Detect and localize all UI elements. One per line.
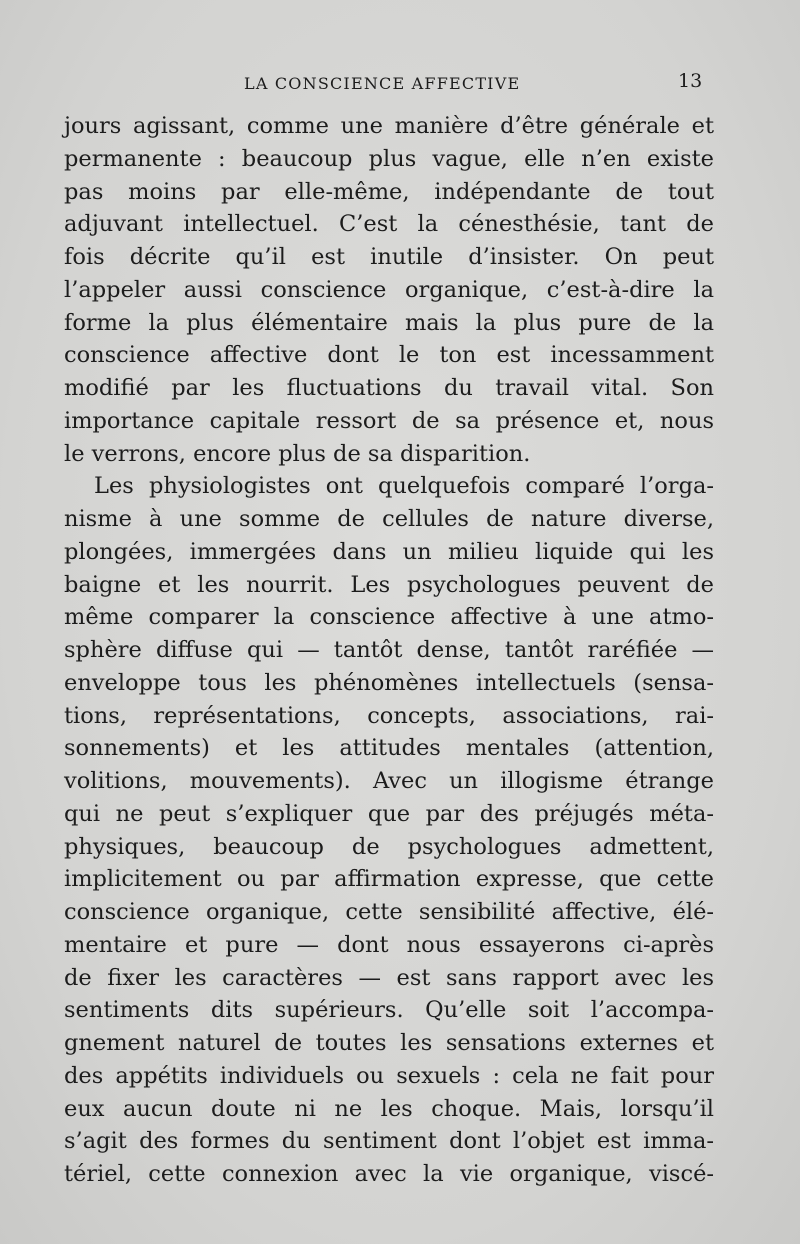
text-line: des appétits individuels ou sexuels : cela ne fait pour bbox=[64, 1062, 714, 1089]
text-line: le verrons, encore plus de sa disparition. bbox=[64, 440, 531, 467]
text-line: adjuvant intellectuel. C’est la cénesthésie, tant de bbox=[64, 211, 714, 238]
text-line: sphère diffuse qui — tantôt dense, tantôt raréfiée — bbox=[64, 637, 714, 663]
text-line: l’appeler aussi conscience organique, c’est-à-dire la bbox=[64, 276, 714, 303]
text-line: sentiments dits supérieurs. Qu’elle soit l’accompa- bbox=[64, 997, 714, 1024]
text-line: conscience organique, cette sensibilité affective, élé- bbox=[64, 899, 714, 925]
text-line: importance capitale ressort de sa présence et, nous bbox=[64, 407, 714, 434]
text-line: permanente : beaucoup plus vague, elle n’en existe bbox=[64, 145, 714, 172]
text-line: modifié par les fluctuations du travail vital. Son bbox=[64, 375, 714, 401]
text-line: tériel, cette connexion avec la vie organique, viscé- bbox=[64, 1161, 714, 1187]
page-number: 13 bbox=[678, 70, 703, 92]
text-line: tions, représentations, concepts, associations, rai- bbox=[64, 702, 714, 729]
text-line: de fixer les caractères — est sans rapport avec les bbox=[64, 964, 714, 991]
text-line: implicitement ou par affirmation expresse, que cette bbox=[64, 866, 714, 893]
body-text bbox=[64, 110, 714, 1191]
text-line: conscience affective dont le ton est incessamment bbox=[64, 342, 714, 369]
text-line: volitions, mouvements). Avec un illogisme étrange bbox=[64, 768, 714, 794]
text-line: mentaire et pure — dont nous essayerons ci-après bbox=[64, 931, 714, 958]
text-line: jours agissant, comme une manière d’être générale et bbox=[64, 113, 714, 139]
text-line: enveloppe tous les phénomènes intellectuels (sensa- bbox=[64, 669, 714, 696]
text-line: physiques, beaucoup de psychologues admettent, bbox=[64, 833, 714, 860]
text-line: qui ne peut s’expliquer que par des préjugés méta- bbox=[64, 800, 714, 827]
text-line: même comparer la conscience affective à une atmo- bbox=[64, 604, 714, 631]
text-line: gnement naturel de toutes les sensations externes et bbox=[64, 1030, 714, 1056]
text-line: fois décrite qu’il est inutile d’insister. On peut bbox=[64, 244, 714, 270]
text-line: plongées, immergées dans un milieu liquide qui les bbox=[64, 538, 714, 565]
text-line: Les physiologistes ont quelquefois comparé l’orga- bbox=[94, 473, 714, 500]
text-line: eux aucun doute ni ne les choque. Mais, lorsqu’il bbox=[64, 1095, 714, 1122]
text-line: s’agit des formes du sentiment dont l’objet est imma- bbox=[64, 1128, 714, 1155]
text-line: nisme à une somme de cellules de nature diverse, bbox=[64, 506, 714, 532]
text-line: baigne et les nourrit. Les psychologues peuvent de bbox=[64, 571, 714, 598]
running-title: LA CONSCIENCE AFFECTIVE bbox=[244, 74, 521, 93]
text-line: pas moins par elle-même, indépendante de tout bbox=[64, 178, 714, 205]
text-line: sonnements) et les attitudes mentales (attention, bbox=[64, 735, 714, 762]
text-line: forme la plus élémentaire mais la plus pure de la bbox=[64, 309, 714, 336]
